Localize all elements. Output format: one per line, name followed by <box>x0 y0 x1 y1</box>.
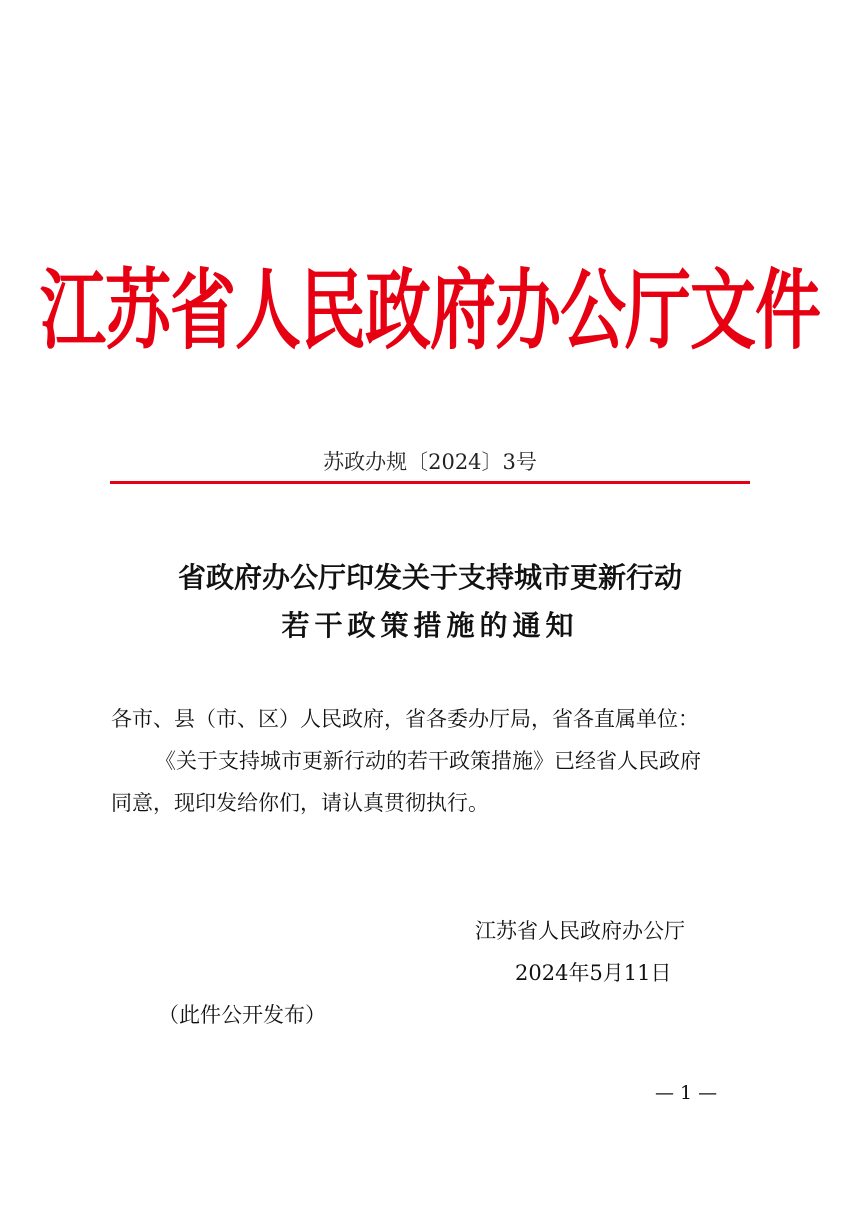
body-paragraph-line-1: 《关于支持城市更新行动的若干政策措施》已经省人民政府 <box>155 749 701 773</box>
issue-date: 2024年5月11日 <box>515 961 672 985</box>
document-number: 苏政办规〔2024〕3号 <box>323 450 537 474</box>
issuer-signature: 江苏省人民政府办公厅 <box>475 919 685 943</box>
document-masthead: 江苏省人民政府办公厅文件 <box>40 260 820 362</box>
body-paragraph-line-2: 同意，现印发给你们，请认真贯彻执行。 <box>111 791 489 815</box>
document-title-line-2: 若干政策措施的通知 <box>281 609 579 642</box>
publication-note: （此件公开发布） <box>158 1003 326 1027</box>
page-number: — 1 — <box>655 1082 718 1104</box>
addressee: 各市、县（市、区）人民政府，省各委办厅局，省各直属单位： <box>111 707 699 731</box>
red-divider-line <box>110 481 750 484</box>
document-title-line-1: 省政府办公厅印发关于支持城市更新行动 <box>177 561 682 594</box>
